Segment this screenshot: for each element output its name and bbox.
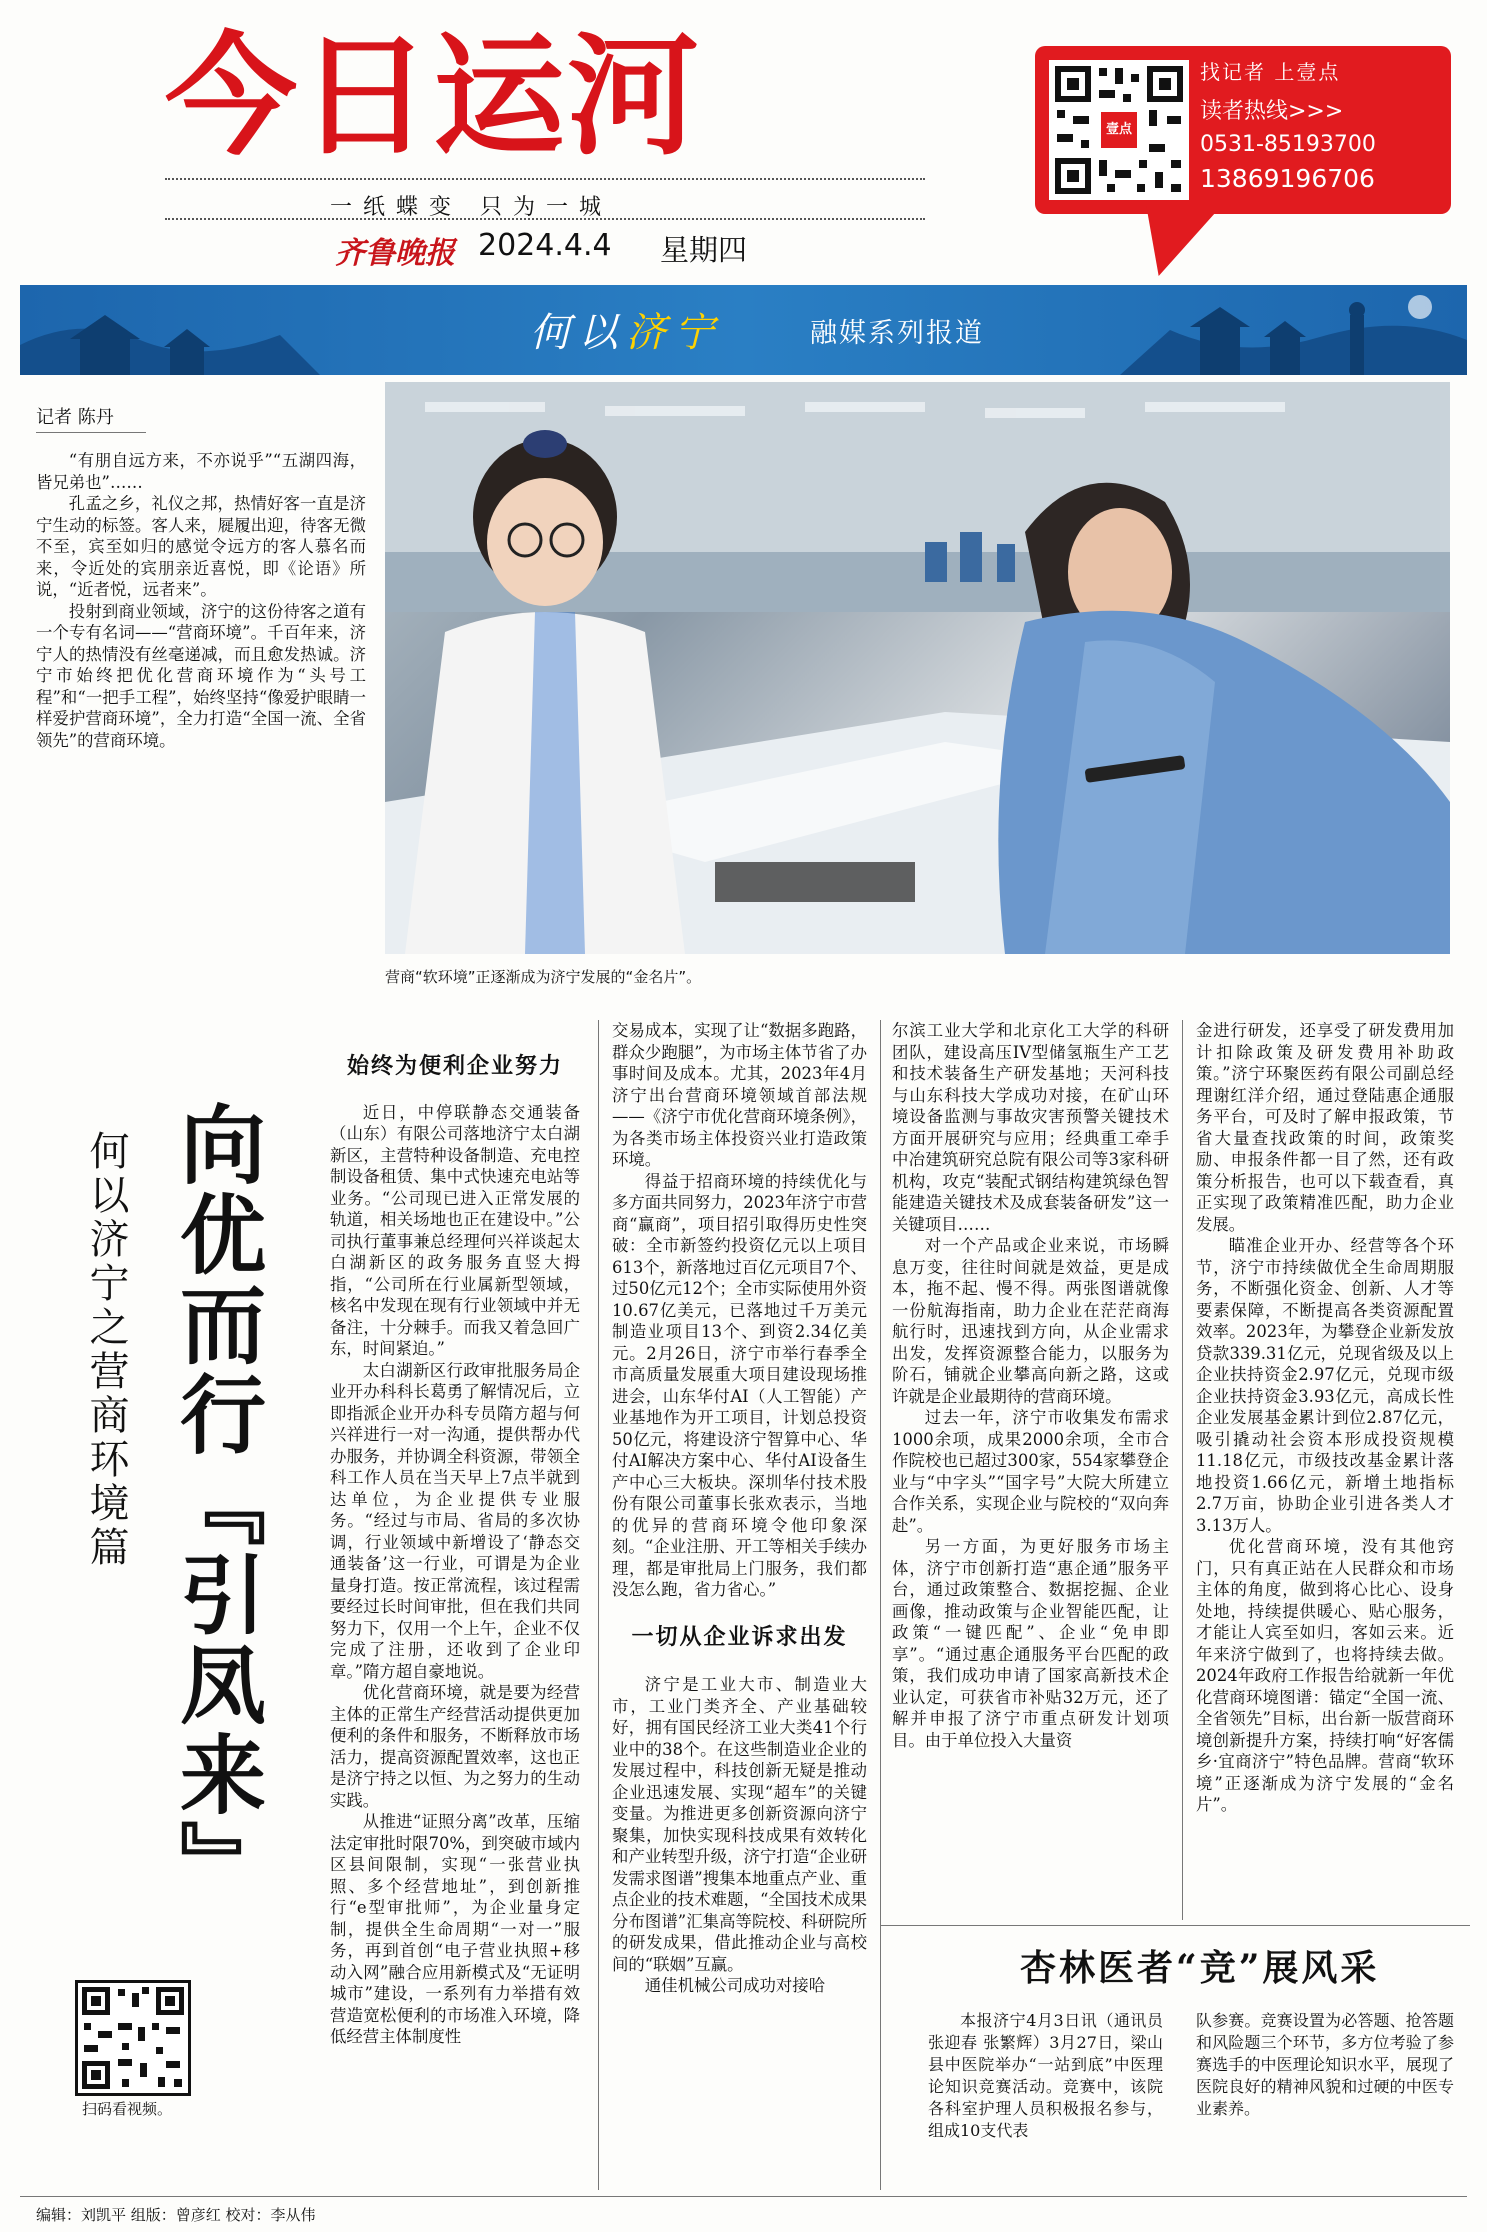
paragraph: 得益于招商环境的持续优化与多方面共同努力，2023年济宁市营商“赢商”，项目招引取得历史性突破：全市新签约投资亿元以上项目613个，新落地过百亿元项目7个、过50亿元12个；全市实际使用外资10.67亿美元，已落地过千万美元制造业项目13个、到资2.34亿美元。2月26日，济宁市举行春季全市高质量发展重大项目建设现场推进会，山东华付AI（人工智能）产业基地作为开工项目，计划总投资50亿元，将建设济宁智算中心、华付AI解决方案中心、华付AI设备生产中心三大板块。深圳华付技术股份有限公司董事长张欢表示，当地的优异的营商环境令他印象深刻。“企业注册、开工等相关手续办理，都是审批局上门服务，我们都没怎么跑，省力省心。” — [612, 1171, 867, 1599]
article-column-2 — [612, 1020, 867, 1997]
banner-highlight: 济宁 — [626, 310, 722, 356]
series-banner — [20, 285, 1467, 375]
divider — [36, 432, 146, 433]
story2-headline: 杏林医者“竞”展风采 — [1020, 1947, 1380, 1989]
news-photo — [385, 382, 1450, 954]
paragraph: 近日，中停联静态交通装备（山东）有限公司落地济宁太白湖新区，主营特种设备制造、充电控制设备租赁、集中式快速充电站等业务。“公司现已进入正常发展的轨道，相关场地也正在建设中。”公司执行董事兼总经理何兴祥谈起太白湖新区的政务服务直竖大拇指，“公司所在行业属新型领域，核名中发现在现有行业领域中并无备注，十分棘手。而我又着急回广东，时间紧迫。” — [330, 1102, 580, 1358]
banner-title — [530, 301, 722, 358]
paragraph: 本报济宁4月3日讯（通讯员 张迎春 张繁辉）3月27日，梁山县中医院举办“一站到底”中医理论知识竞赛活动。竞赛中，该院各科室护理人员积极报名参与，组成10支代表 — [928, 2011, 1163, 2140]
hotline-tail — [1114, 206, 1222, 276]
paragraph: 金进行研发，还享受了研发费用加计扣除政策及研发费用补助政策。”济宁环聚医药有限公司副总经理谢红洋介绍，通过登陆惠企通服务平台，可及时了解申报政策，节省大量查找政策的时间，政策奖励、申报条件都一目了然，还有政策分析报告，也可以下载查看，真正实现了政策精准匹配，助力企业发展。 — [1196, 1021, 1454, 1234]
lede-paragraph: “有朋自远方来，不亦说乎”“五湖四海，皆兄弟也”…… — [36, 451, 366, 492]
paragraph: 交易成本，实现了让“数据多跑路，群众少跑腿”，为市场主体节省了办事时间及成本。尤其，2023年4月济宁出台营商环境领域首部法规——《济宁市优化营商环境条例》，为各类市场主体投资兴业打造政策环境。 — [612, 1021, 867, 1169]
story2-column-left — [928, 2010, 1163, 2142]
banner-prefix: 何以 — [530, 310, 626, 356]
section-heading: 始终为便利企业努力 — [346, 1054, 563, 1079]
divider — [165, 218, 925, 220]
paragraph: 尔滨工业大学和北京化工大学的科研团队，建设高压IV型储氢瓶生产工艺和技术装备生产研发基地；天河科技与山东科技大学成功对接，在矿山环境设备监测与事故灾害预警关键技术方面开展研究与应用；经典重工牵手中冶建筑研究总院有限公司等3家科研机构，攻克“装配式钢结构建筑绿色智能建造关键技术及成套装备研发”这一关键项目…… — [892, 1021, 1169, 1234]
photo-caption: 营商“软环境”正逐渐成为济宁发展的“金名片”。 — [385, 968, 702, 986]
paragraph: 优化营商环境，没有其他窍门，只有真正站在人民群众和市场主体的角度，做到将心比心、设身处地，持续提供暖心、贴心服务，才能让人宾至如归，客如云来。近年来济宁做到了，也将持续去做。2024年政府工作报告给就新一年优化营商环境图谱：锚定“全国一流、全省领先”目标，出台新一版营商环境创新提升方案，持续打响“好客儒乡·宜商济宁”特色品牌。营商“软环境”正逐渐成为济宁发展的“金名片”。 — [1196, 1537, 1454, 1814]
video-qr-code-icon[interactable] — [75, 1980, 191, 2096]
paragraph: 瞄准企业开办、经营等各个环节，济宁市持续做优全生命周期服务，不断强化资金、创新、人才等要素保障，不断提高各类资源配置效率。2023年，为攀登企业新发放贷款339.31亿元，兑现省级及以上企业扶持资金2.97亿元，兑现市级企业扶持资金3.93亿元，高成长性企业发展基金累计到位2.87亿元，吸引撬动社会资本形成投资规模11.18亿元，市级技改基金累计落地投资1.66亿元，新增土地指标2.7万亩，协助企业引进各类人才3.13万人。 — [1196, 1236, 1454, 1535]
paragraph: 从推进“证照分离”改革，压缩法定审批时限70%，到突破市域内区县间限制，实现“一张营业执照、多个经营地址”，到创新推行“e型审批师”，为企业量身定制，提供全生命周期“一对一”服务，再到首创“电子营业执照+移动入网”融合应用新模式及“无证明城市”建设，一系列有力举措有效营造宽松便利的市场准入环境，降低经营主体制度性 — [330, 1812, 580, 2046]
reporter-byline: 记者 陈丹 — [36, 407, 114, 428]
paragraph: 通佳机械公司成功对接哈 — [644, 1976, 826, 1995]
paragraph: 队参赛。竞赛设置为必答题、抢答题和风险题三个环节，多方位考验了参赛选手的中医理论知识水平，展现了医院良好的精神风貌和过硬的中医专业素养。 — [1196, 2011, 1454, 2118]
article-column-1 — [330, 1042, 580, 2048]
hotline-box — [1035, 46, 1451, 214]
lede-paragraph: 投射到商业领域，济宁的这份待客之道有一个专有名词——“营商环境”。千百年来，济宁人的热情没有丝毫递减，而且愈发热诚。济宁市始终把优化营商环境作为“头号工程”和“一把手工程”，始终坚持“像爱护眼睛一样爱护营商环境”，全力打造“全国一流、全省领先”的营商环境。 — [36, 601, 366, 750]
paragraph: 优化营商环境，就是要为经营主体的正常生产经营活动提供更加便利的条件和服务，不断释放市场活力，提高资源配置效率，这也正是济宁持之以恒、为之努力的生动实践。 — [330, 1683, 580, 1810]
column-rule — [880, 1020, 881, 2190]
banner-subtitle: 融媒系列报道 — [810, 318, 984, 349]
slogan: 一纸蝶变 只为一城 — [330, 195, 612, 220]
photo-illustration-icon — [385, 382, 1450, 954]
footer-credits: 编辑：刘凯平 组版：曾彦红 校对：李从伟 — [36, 2206, 316, 2224]
section-heading: 一切从企业诉求出发 — [631, 1624, 848, 1650]
story2-column-right — [1196, 2010, 1454, 2120]
brand-logo: 齐鲁晚报 — [335, 236, 455, 271]
divider — [165, 178, 925, 180]
divider — [880, 1925, 1470, 1926]
qr-badge: 壹点 — [1105, 122, 1132, 137]
paragraph: 济宁是工业大市、制造业大市，工业门类齐全、产业基础较好，拥有国民经济工业大类41个行业中的38个。在这些制造业企业的发展过程中，科技创新无疑是推动企业迅速发展、实现“超车”的关键变量。为推进更多创新资源向济宁聚集，加快实现科技成果有效转化和产业转型升级，济宁打造“企业研发需求图谱”搜集本地重点产业、重点企业的技术难题，“全国技术成果分布图谱”汇集高等院校、科研院所的研发成果，借此推动企业与高校间的“联姻”互赢。 — [612, 1675, 867, 1974]
issue-date: 2024.4.4 — [478, 228, 612, 263]
paragraph: 对一个产品或企业来说，市场瞬息万变，往往时间就是效益，更是成本，拖不起、慢不得。两张图谱就像一份航海指南，助力企业在茫茫商海航行时，迅速找到方向，从企业需求出发，发挥资源整合能力，以服务为阶石，铺就企业攀高向新之路，这或许就是企业最期待的营商环境。 — [892, 1236, 1169, 1406]
main-headline: 向优而行『引凤来』 — [165, 1100, 266, 1910]
issue-weekday: 星期四 — [660, 233, 748, 267]
main-subheadline: 何以济宁之营商环境篇 — [83, 1130, 129, 1570]
column-rule — [1182, 1020, 1183, 1920]
divider — [20, 2196, 1467, 2197]
masthead-title: 今日运河 — [165, 20, 701, 174]
hotline-phone1[interactable]: 0531-85193700 — [1200, 132, 1376, 157]
paragraph: 过去一年，济宁市收集发布需求1000余项，成果2000余项，全市合作院校也已超过300家，554家攀登企业与“中字头”“国字号”大院大所建立合作关系，实现企业与院校的“双向奔赴”。 — [892, 1408, 1169, 1535]
hotline-line1: 找记者 上壹点 — [1200, 60, 1341, 84]
paragraph: 太白湖新区行政审批服务局企业开办科科长葛勇了解情况后，立即指派企业开办科专员隋方超与何兴祥进行一对一沟通，提供帮办代办服务，并协调全科资源，带领全科工作人员在当天早上7点半就到达单位，为企业提供专业服务。“经过与市局、省局的多次协调，行业领域中新增设了‘静态交通装备’这一行业，可谓是为企业量身打造。按正常流程，该过程需要经过长时间审批，但在我们共同努力下，仅用一个上午，企业不仅完成了注册，还收到了企业印章。”隋方超自豪地说。 — [330, 1360, 580, 1681]
qr-label: 扫码看视频。 — [82, 2100, 173, 2118]
article-column-4 — [1196, 1020, 1454, 1816]
banner-skyline-icon — [20, 285, 1467, 375]
hotline-phone2[interactable]: 13869196706 — [1200, 164, 1375, 193]
hotline-line2: 读者热线>>> — [1200, 99, 1344, 124]
article-column-3 — [892, 1020, 1169, 1751]
lede-text — [36, 450, 366, 751]
column-rule — [598, 1020, 599, 2190]
lede-paragraph: 孔孟之乡，礼仪之邦，热情好客一直是济宁生动的标签。客人来，屣履出迎，待客无微不至，宾至如归的感觉令远方的客人慕名而来，令近处的宾朋亲近喜悦，即《论语》所说，“近者悦，远者来”。 — [36, 494, 366, 599]
paragraph: 另一方面，为更好服务市场主体，济宁市创新打造“惠企通”服务平台，通过政策整合、数据挖掘、企业画像，推动政策与企业智能匹配，让政策“一键匹配”、企业“免申即享”。“通过惠企通服务平台匹配的政策，我们成功申请了国家高新技术企业认定，可获省市补贴32万元，还了解并申报了济宁市重点研发计划项目。由于单位投入大量资 — [892, 1537, 1169, 1750]
